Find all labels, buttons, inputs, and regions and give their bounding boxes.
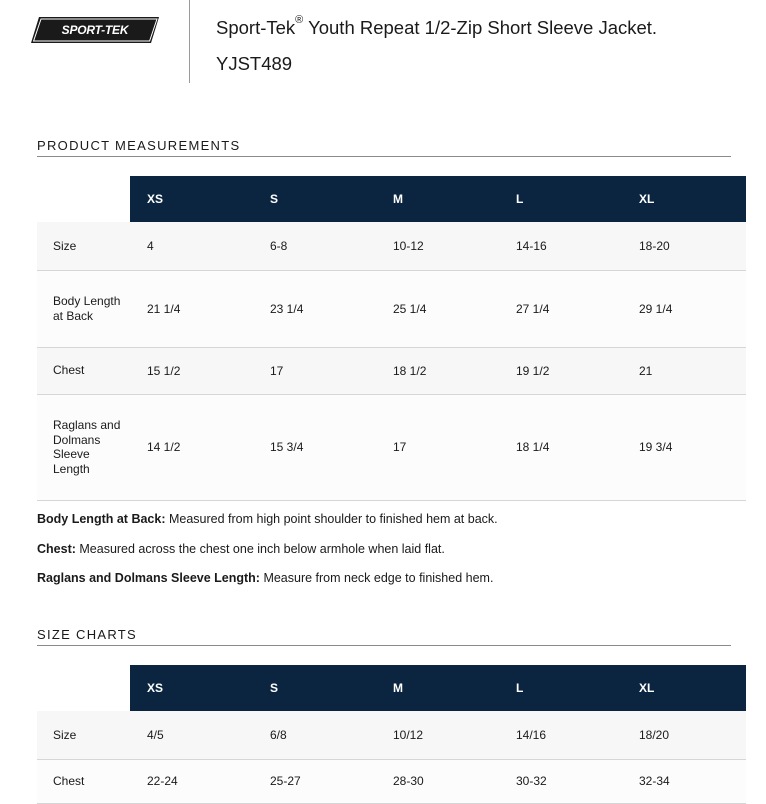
cell-value: 21 1/4 — [130, 270, 253, 347]
cell-value: 19 3/4 — [622, 394, 746, 500]
cell-value: 18/20 — [622, 711, 746, 759]
note-term: Chest: — [37, 541, 76, 556]
measurements-section-rule — [37, 156, 731, 157]
size-header-xl: XL — [622, 176, 746, 222]
cell-value: 14/16 — [499, 711, 622, 759]
measurements-section-title: PRODUCT MEASUREMENTS — [37, 138, 241, 153]
row-label: Size — [37, 222, 130, 270]
cell-value: 6/8 — [253, 711, 376, 759]
cell-value: 18 1/2 — [376, 347, 499, 394]
size-charts-section-rule — [37, 645, 731, 646]
note-sleeve-length — [37, 569, 737, 599]
size-header-xs: XS — [130, 176, 253, 222]
size-chart-header-row — [37, 665, 746, 711]
cell-value: 15 3/4 — [253, 394, 376, 500]
table-row-size — [37, 711, 746, 759]
size-header-l: L — [499, 665, 622, 711]
cell-value: 14 1/2 — [130, 394, 253, 500]
cell-value: 25-27 — [253, 759, 376, 803]
note-term: Raglans and Dolmans Sleeve Length: — [37, 571, 260, 585]
cell-value: 30-32 — [499, 759, 622, 803]
table-row-sleeve-length — [37, 394, 746, 500]
table-corner — [37, 665, 130, 711]
cell-value: 15 1/2 — [130, 347, 253, 394]
cell-value: 25 1/4 — [376, 270, 499, 347]
row-label: Size — [37, 711, 130, 759]
product-header — [0, 0, 766, 90]
size-header-xs: XS — [130, 665, 253, 711]
row-label: Chest — [37, 759, 130, 803]
row-label: Body Length at Back — [37, 270, 130, 347]
cell-value: 32-34 — [622, 759, 746, 803]
cell-value: 19 1/2 — [499, 347, 622, 394]
table-row-chest — [37, 347, 746, 394]
table-row-chest — [37, 759, 746, 803]
cell-value: 14-16 — [499, 222, 622, 270]
size-header-l: L — [499, 176, 622, 222]
logo-text: SPORT-TEK — [61, 23, 129, 37]
measurements-table — [37, 176, 746, 501]
style-number: YJST489 — [216, 53, 293, 74]
note-term: Body Length at Back: — [37, 512, 166, 526]
cell-value: 29 1/4 — [622, 270, 746, 347]
note-text: Measure from neck edge to finished hem. — [259, 571, 494, 585]
cell-value: 18 1/4 — [499, 394, 622, 500]
size-header-m: M — [376, 665, 499, 711]
registered-mark: ® — [295, 14, 304, 26]
brand-name: Sport-Tek — [216, 17, 296, 38]
cell-value: 23 1/4 — [253, 270, 376, 347]
table-row-size — [37, 222, 746, 270]
size-header-m: M — [376, 176, 499, 222]
size-charts-section-title: SIZE CHARTS — [37, 627, 138, 642]
row-label: Chest — [37, 347, 130, 394]
cell-value: 18-20 — [622, 222, 746, 270]
size-header-s: S — [253, 665, 376, 711]
table-row-body-length — [37, 270, 746, 347]
header-divider — [189, 0, 190, 83]
cell-value: 6-8 — [253, 222, 376, 270]
note-chest — [37, 540, 737, 570]
sport-tek-logo — [31, 17, 159, 43]
measurements-header-row — [37, 176, 746, 222]
product-name: Youth Repeat 1/2-Zip Short Sleeve Jacket. — [303, 17, 658, 38]
size-chart-table — [37, 665, 746, 804]
measurement-notes — [37, 510, 737, 599]
table-corner — [37, 176, 130, 222]
cell-value: 28-30 — [376, 759, 499, 803]
note-text: Measured across the chest one inch below armhole when laid flat. — [75, 541, 445, 556]
cell-value: 10-12 — [376, 222, 499, 270]
cell-value: 17 — [253, 347, 376, 394]
size-header-xl: XL — [622, 665, 746, 711]
note-body-length — [37, 510, 737, 540]
cell-value: 21 — [622, 347, 746, 394]
cell-value: 4/5 — [130, 711, 253, 759]
cell-value: 27 1/4 — [499, 270, 622, 347]
cell-value: 17 — [376, 394, 499, 500]
note-text: Measured from high point shoulder to finished hem at back. — [165, 512, 498, 526]
size-header-s: S — [253, 176, 376, 222]
cell-value: 22-24 — [130, 759, 253, 803]
cell-value: 10/12 — [376, 711, 499, 759]
product-title — [216, 14, 658, 39]
row-label: Raglans and Dolmans Sleeve Length — [37, 394, 130, 500]
cell-value: 4 — [130, 222, 253, 270]
